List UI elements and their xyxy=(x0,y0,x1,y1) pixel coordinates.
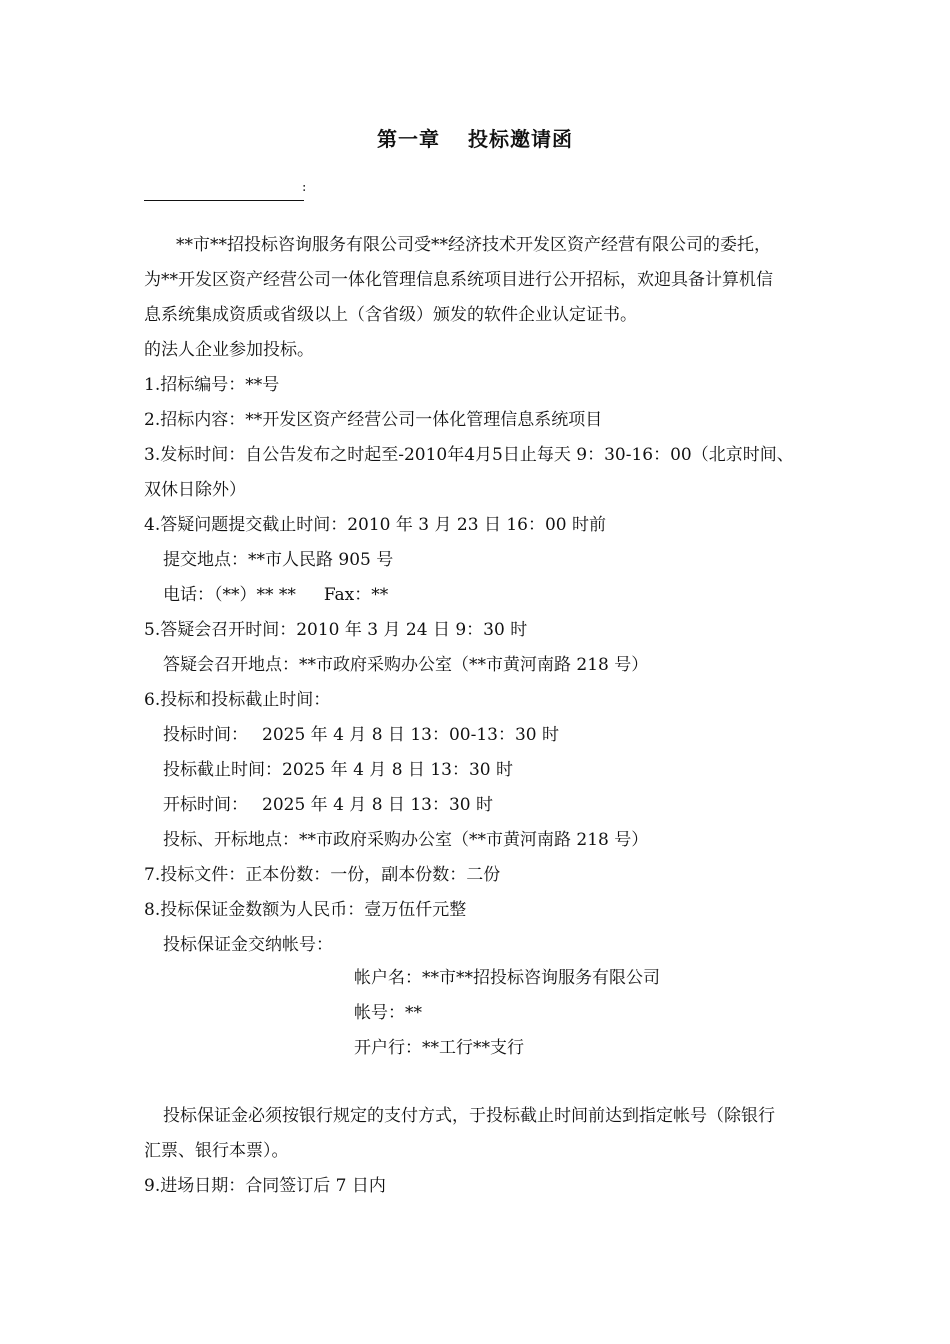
item-5-meeting-time: 5.答疑会召开时间：2010 年 3 月 24 日 9：30 时 xyxy=(144,620,528,640)
item-8-deposit-account-label: 投标保证金交纳帐号： xyxy=(163,935,333,955)
deposit-note-line-2: 汇票、银行本票）。 xyxy=(144,1141,289,1161)
item-6-bid-times: 6.投标和投标截止时间： xyxy=(144,690,331,710)
item-2-tender-content: 2.招标内容：**开发区资产经营公司一体化管理信息系统项目 xyxy=(144,410,603,430)
deposit-note-line-1: 投标保证金必须按银行规定的支付方式，于投标截止时间前达到指定帐号（除银行 xyxy=(163,1106,775,1126)
item-4-submit-address: 提交地点：**市人民路 905 号 xyxy=(163,550,394,570)
intro-line-1: **市**招投标咨询服务有限公司受**经济技术开发区资产经营有限公司的委托， xyxy=(176,235,771,255)
chapter-number: 第一章 xyxy=(377,127,440,151)
item-1-tender-number: 1.招标编号：**号 xyxy=(144,375,280,395)
item-6-bid-deadline: 投标截止时间：2025 年 4 月 8 日 13：30 时 xyxy=(163,760,513,780)
account-name: 帐户名：**市**招投标咨询服务有限公司 xyxy=(354,968,660,988)
item-8-deposit-amount: 8.投标保证金数额为人民币：壹万伍仟元整 xyxy=(144,900,467,920)
item-4-question-deadline: 4.答疑问题提交截止时间：2010 年 3 月 23 日 16：00 时前 xyxy=(144,515,607,535)
page-title xyxy=(0,123,950,152)
account-bank: 开户行：**工行**支行 xyxy=(354,1038,524,1058)
fax-number: Fax：** xyxy=(323,585,389,605)
item-4-contact xyxy=(163,583,388,607)
item-3-issue-time: 3.发标时间：自公告发布之时起至-2010年4月5日止每天 9：30-16：00（北京时间、 xyxy=(144,445,794,465)
account-number: 帐号：** xyxy=(354,1003,422,1023)
intro-line-2: 为**开发区资产经营公司一体化管理信息系统项目进行公开招标，欢迎具备计算机信 xyxy=(144,270,773,290)
item-7-bid-documents: 7.投标文件：正本份数：一份，副本份数：二份 xyxy=(144,865,501,885)
item-6-bid-place: 投标、开标地点：**市政府采购办公室（**市黄河南路 218 号） xyxy=(163,830,649,850)
phone-number: 电话：（**）** ** xyxy=(163,585,296,605)
bid-time-value: 2025 年 4 月 8 日 13：00-13：30 时 xyxy=(262,725,559,745)
chapter-title: 投标邀请函 xyxy=(468,127,573,151)
bid-time-label: 投标时间： xyxy=(163,725,248,745)
item-6-open-time xyxy=(163,793,493,817)
intro-line-4: 的法人企业参加投标。 xyxy=(144,340,314,360)
item-9-entry-date: 9.进场日期：合同签订后 7 日内 xyxy=(144,1176,386,1196)
addressee-colon: : xyxy=(302,180,307,195)
open-time-value: 2025 年 4 月 8 日 13：30 时 xyxy=(262,795,493,815)
item-6-bid-time xyxy=(163,723,559,747)
intro-line-3: 息系统集成资质或省级以上（含省级）颁发的软件企业认定证书。 xyxy=(144,305,637,325)
open-time-label: 开标时间： xyxy=(163,795,248,815)
item-5-meeting-place: 答疑会召开地点：**市政府采购办公室（**市黄河南路 218 号） xyxy=(163,655,649,675)
item-3-issue-time-cont: 双休日除外） xyxy=(144,480,246,500)
addressee-blank-line xyxy=(144,186,304,201)
